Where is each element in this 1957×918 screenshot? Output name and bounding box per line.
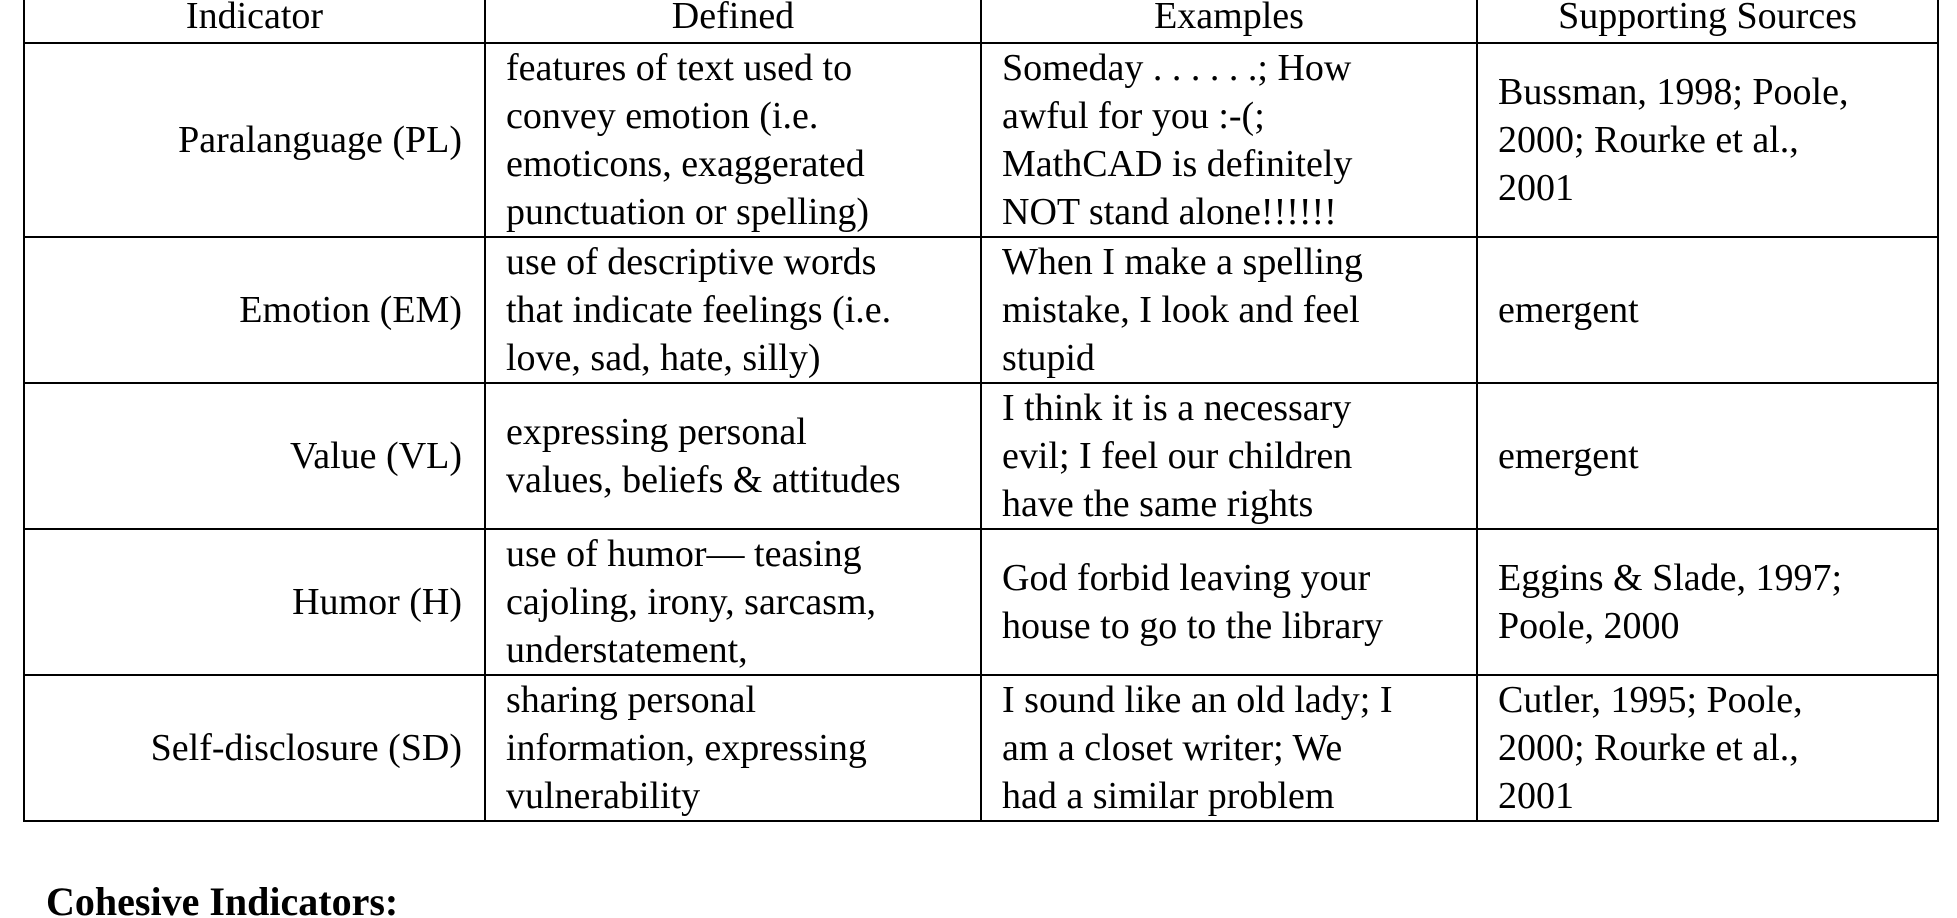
defined-cell xyxy=(485,529,981,675)
defined-cell xyxy=(485,383,981,529)
sources-cell xyxy=(1477,383,1938,529)
indicator-text: Emotion (EM) xyxy=(239,289,462,331)
examples-text: I sound like an old lady; I am a closet writer; We had a similar problem xyxy=(1002,679,1393,817)
indicator-cell xyxy=(24,675,485,821)
defined-cell xyxy=(485,237,981,383)
table-body xyxy=(24,43,1938,821)
defined-text: expressing personal values, beliefs & attitudes xyxy=(506,411,901,501)
header-examples: Examples xyxy=(981,0,1477,43)
sources-text: Bussman, 1998; Poole, 2000; Rourke et al., 2001 xyxy=(1498,71,1849,209)
defined-text: sharing personal information, expressing vulnerability xyxy=(506,679,867,817)
examples-cell xyxy=(981,43,1477,237)
defined-cell xyxy=(485,43,981,237)
sources-cell xyxy=(1477,529,1938,675)
defined-cell xyxy=(485,675,981,821)
indicator-text: Paralanguage (PL) xyxy=(178,119,462,161)
sources-cell xyxy=(1477,675,1938,821)
indicator-text: Self-disclosure (SD) xyxy=(150,727,462,769)
sources-text: Eggins & Slade, 1997; Poole, 2000 xyxy=(1498,557,1843,647)
defined-text: use of humor— teasing cajoling, irony, sarcasm, understatement, xyxy=(506,533,877,671)
examples-cell xyxy=(981,675,1477,821)
section-heading: Cohesive Indicators: xyxy=(46,879,399,918)
table-row xyxy=(24,237,1938,383)
sources-cell xyxy=(1477,237,1938,383)
examples-cell xyxy=(981,529,1477,675)
examples-text: I think it is a necessary evil; I feel our children have the same rights xyxy=(1002,387,1353,525)
examples-cell xyxy=(981,237,1477,383)
indicators-table xyxy=(23,0,1939,822)
header-indicator: Indicator xyxy=(24,0,485,43)
examples-text: God forbid leaving your house to go to the library xyxy=(1002,557,1383,647)
table-row xyxy=(24,675,1938,821)
indicator-cell xyxy=(24,237,485,383)
table-row xyxy=(24,43,1938,237)
examples-cell xyxy=(981,383,1477,529)
table-row xyxy=(24,529,1938,675)
examples-text: Someday . . . . . .; How awful for you :-(; MathCAD is definitely NOT stand alone!!!!!! xyxy=(1002,47,1353,233)
sources-text: emergent xyxy=(1498,289,1639,331)
sources-cell xyxy=(1477,43,1938,237)
table-header xyxy=(24,0,1938,43)
examples-text: When I make a spelling mistake, I look and feel stupid xyxy=(1002,241,1363,379)
sources-text: Cutler, 1995; Poole, 2000; Rourke et al., 2001 xyxy=(1498,679,1803,817)
table-row xyxy=(24,383,1938,529)
sources-text: emergent xyxy=(1498,435,1639,477)
header-row xyxy=(24,0,1938,43)
indicator-text: Humor (H) xyxy=(292,581,462,623)
indicator-cell xyxy=(24,529,485,675)
indicator-text: Value (VL) xyxy=(290,435,462,477)
indicator-cell xyxy=(24,383,485,529)
defined-text: features of text used to convey emotion (i.e. emoticons, exaggerated punctuation or spelling) xyxy=(506,47,870,233)
header-defined: Defined xyxy=(485,0,981,43)
indicator-cell xyxy=(24,43,485,237)
defined-text: use of descriptive words that indicate feelings (i.e. love, sad, hate, silly) xyxy=(506,241,892,379)
header-supporting-sources: Supporting Sources xyxy=(1477,0,1938,43)
